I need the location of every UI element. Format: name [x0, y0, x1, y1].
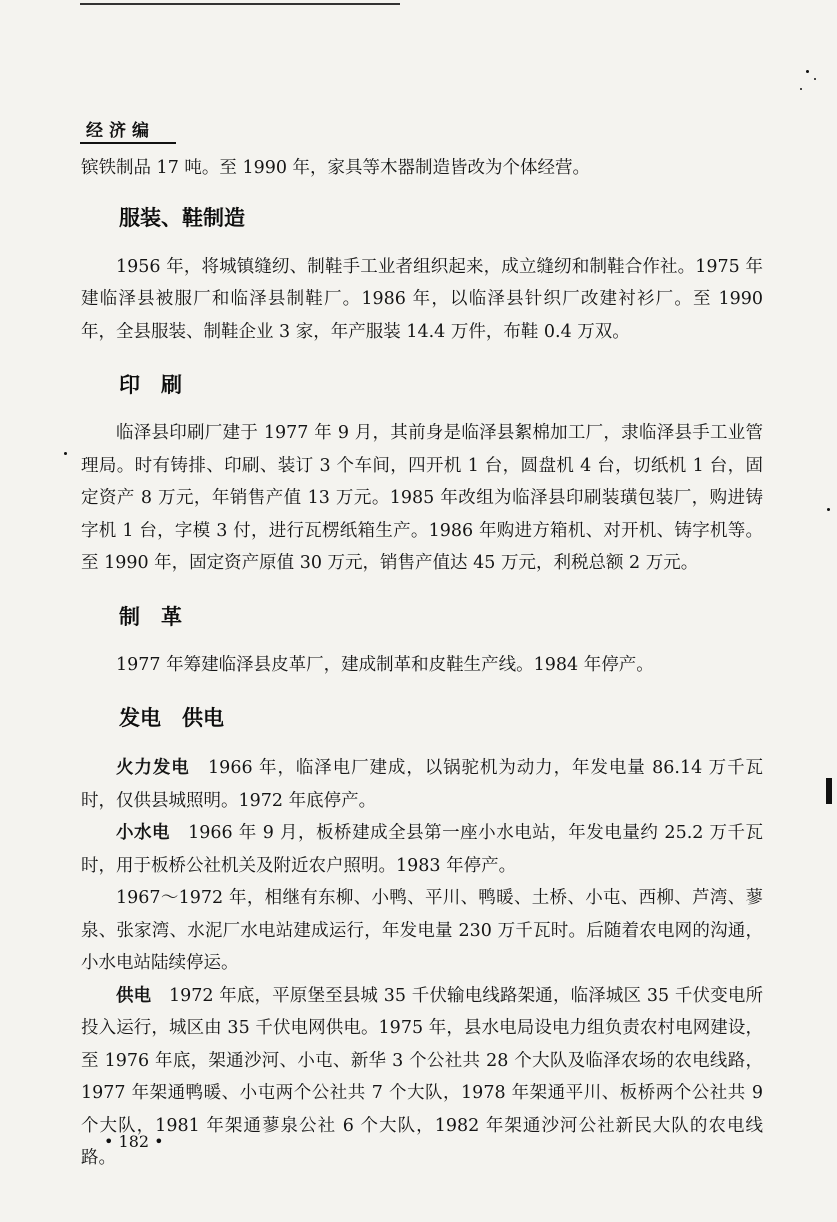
paragraph-clothing: 1956 年，将城镇缝纫、制鞋手工业者组织起来，成立缝纫和制鞋合作社。1975 年建临泽县被服厂和临泽县制鞋厂。1986 年，以临泽县针织厂改建衬衫厂。至 1990 年，全县服装、制鞋企业 3 家，年产服装 14.4 万件，布鞋 0.4 万双。	[81, 256, 763, 342]
run-in-heading-supply: 供电	[116, 985, 152, 1006]
run-in-heading-thermal: 火力发电	[116, 758, 190, 778]
paragraph-thermal-power	[81, 752, 763, 817]
paragraph-power-supply	[81, 980, 763, 1175]
small-hydro-text: 1966 年 9 月，板桥建成全县第一座小水电站，年发电量约 25.2 万千瓦时，用于板桥公社机关及附近农户照明。1983 年停产。	[81, 823, 764, 876]
section-heading-tanning: 制 革	[119, 604, 182, 629]
paragraph-printing: 临泽县印刷厂建于 1977 年 9 月，其前身是临泽县絮棉加工厂，隶临泽县手工业管理局。时有铸排、印刷、装订 3 个车间，四开机 1 台，圆盘机 4 台，切纸机 1 台，固定资产 8 万元，年销售产值 13 万元。1985 年改组为临泽县印刷装璜包装厂，购进铸字机 1 台，字模 3 付，进行瓦楞纸箱生产。1986 年购进方箱机、对开机、铸字机等。至 1990 年，固定资产原值 30 万元，销售产值达 45 万元，利税总额 2 万元。	[81, 423, 763, 573]
section-heading-printing: 印 刷	[119, 373, 182, 397]
paragraph-tanning: 1977 年筹建临泽县皮革厂，建成制革和皮鞋生产线。1984 年停产。	[116, 654, 654, 675]
page-number: • 182 •	[104, 1132, 164, 1151]
scan-speck	[64, 452, 67, 455]
running-head-underline	[80, 142, 176, 144]
scan-speck	[814, 78, 816, 80]
section-heading-clothing: 服装、鞋制造	[119, 205, 245, 230]
power-supply-text: 1972 年底，平原堡至县城 35 千伏输电线路架通，临泽城区 35 千伏变电所投入运行，城区由 35 千伏电网供电。1975 年，县水电局设电力组负责农村电网建设，至 1976 年底，架通沙河、小屯、新华 3 个公社共 28 个大队及临泽农场的农电线路，1977 年架通鸭暖、小屯两个公社共 7 个大队，1978 年架通平川、板桥两个公社共 9 个大队，1981 年架通蓼泉公社 6 个大队，1982 年架通沙河公社新民大队的农电线路。	[81, 985, 764, 1168]
running-head: 经济编	[86, 121, 155, 141]
section-heading-power: 发电 供电	[119, 706, 224, 730]
scan-speck	[800, 88, 802, 90]
paragraph-small-hydro	[81, 817, 763, 882]
scan-edge-mark	[826, 778, 832, 804]
continued-paragraph: 镔铁制品 17 吨。至 1990 年，家具等木器制造皆改为个体经营。	[81, 158, 591, 178]
paragraph-hydro-stations: 1967～1972 年，相继有东柳、小鸭、平川、鸭暖、土桥、小屯、西柳、芦湾、蓼泉、张家湾、水泥厂水电站建成运行，年发电量 230 万千瓦时。后随着农电网的沟通，小水电站陆续停运。	[81, 888, 763, 973]
run-in-heading-hydro: 小水电	[116, 823, 171, 843]
thermal-power-text: 1966 年，临泽电厂建成，以锅驼机为动力，年发电量 86.14 万千瓦时，仅供县城照明。1972 年底停产。	[81, 758, 763, 811]
scan-speck	[827, 508, 830, 511]
scan-speck	[806, 70, 809, 73]
page-body	[81, 152, 763, 1175]
top-rule	[80, 3, 400, 5]
